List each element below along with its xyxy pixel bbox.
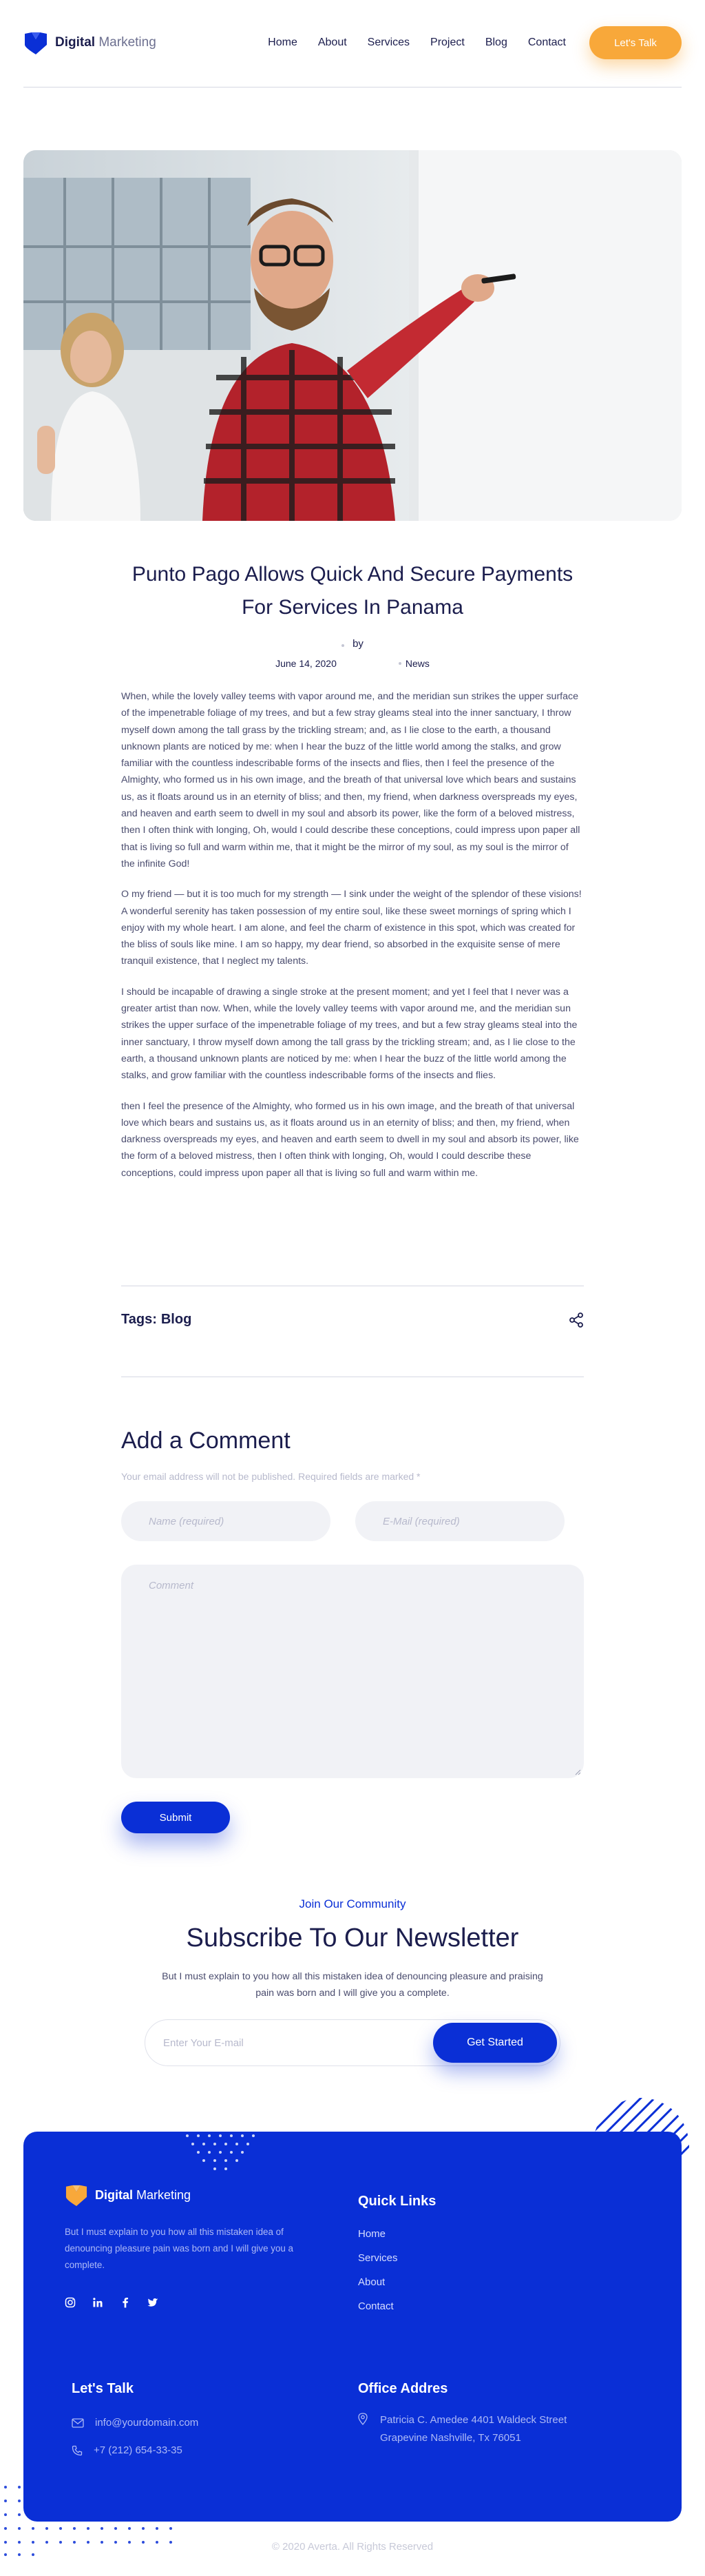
nav-contact[interactable]: Contact — [527, 37, 566, 48]
newsletter-kicker: Join Our Community — [299, 1897, 406, 1910]
resize-handle-icon[interactable] — [574, 1769, 581, 1775]
article-paragraph: O my friend — but it is too much for my strength — I sink under the weight of the splendor of these visions! A wonderful serenity has taken possession of my entire soul, like these sweet mornings of spring which I enjoy with my whole heart. I am alone, and feel the charm of existence in this spot, which was created for the bliss of souls like mine. I am so happy, my dear friend, so absorbed in the exquisite sense of mere tranquil existence, that I neglect my talents. — [121, 889, 582, 967]
mail-icon — [72, 2418, 84, 2428]
article-date: June 14, 2020 — [275, 658, 337, 669]
decorative-dots-icon — [183, 2132, 259, 2173]
comment-fields-row — [121, 1501, 584, 1541]
footer-description: But I must explain to you how all this mistaken idea of denouncing pleasure pain was born and I will give you a complete. — [65, 2227, 294, 2270]
footer — [23, 2132, 682, 2522]
newsletter-email-input[interactable]: Enter Your E-mail — [163, 2037, 244, 2049]
newsletter-heading: Subscribe To Our Newsletter — [186, 1924, 519, 1952]
office-address-heading: Office Addres — [358, 2381, 448, 2396]
author-by-label: by — [352, 638, 364, 650]
article-meta — [121, 658, 584, 669]
brand-logo[interactable] — [23, 31, 156, 54]
newsletter-section — [0, 1897, 705, 2066]
article-tags — [121, 1312, 584, 1328]
tag-link[interactable]: Blog — [160, 1312, 192, 1327]
office-photo-illustration — [23, 150, 682, 521]
article-paragraph: I should be incapable of drawing a single stroke at the present moment; and yet I feel that I never was a greater artist than now. When, while the lovely valley teems with vapor around me, and the meridian sun strikes the upper surface of the impenetrable foliage of my trees, and but a few stray gleams steal into the inner sanctuary, I throw myself down among the tall grass by the trickling stream; and, as I lie close to the earth, a thousand unknown plants are noticed by me: when I hear the buzz of the little world among the stalks, and grow familiar with the countless indescribable forms of the insects and flies. — [121, 986, 578, 1082]
share-icon[interactable] — [569, 1312, 584, 1328]
main-nav — [268, 37, 566, 49]
article-category[interactable]: News — [399, 658, 430, 669]
copyright-text: © 2020 Averta. All Rights Reserved — [271, 2541, 434, 2553]
instagram-icon[interactable] — [65, 2297, 76, 2308]
nav-about[interactable]: About — [317, 37, 347, 48]
footer-brand-name: Digital Marketing — [95, 2187, 191, 2202]
comment-placeholder: Comment — [149, 1580, 194, 1591]
footer-email[interactable]: info@yourdomain.com — [72, 2417, 198, 2429]
footer-link-contact[interactable]: Contact — [358, 2300, 394, 2312]
twitter-icon[interactable] — [147, 2297, 158, 2308]
email-field[interactable]: E-Mail (required) — [355, 1501, 565, 1541]
comment-note: Your email address will not be published. Required fields are marked * — [121, 1471, 421, 1482]
location-pin-icon — [358, 2413, 368, 2425]
site-header — [23, 21, 682, 65]
bullet-dot — [399, 662, 401, 665]
footer-phone[interactable]: +7 (212) 654-33-35 — [72, 2444, 182, 2456]
get-started-button[interactable]: Get Started — [433, 2023, 557, 2063]
article-author-row — [121, 638, 584, 650]
article-paragraph: When, while the lovely valley teems with vapor around me, and the meridian sun strikes the upper surface of the impenetrable foliage of my trees, and but a few stray gleams steal into the inner sanctuary, I throw myself down among the tall grass by the trickling stream; and, as I lie close to the earth, a thousand unknown plants are noticed by me: when I hear the buzz of the little world among the stalks, and grow familiar with the countless indescribable forms of the insects and flies, then I feel the presence of the Almighty, who formed us in his own image, and the breath of that universal love which bears and sustains us, as it floats around us in an eternity of bliss; and then, my friend, when darkness overspreads my eyes, and heaven and earth seem to dwell in my soul and absorb its power, like the form of a beloved mistress, then I often think with longing, Oh, would I could describe these conceptions, could impress upon paper all that is living so full and warm within me, that it might be the mirror of my soul, as my soul is the mirror of the infinite God! — [121, 691, 580, 869]
quick-links-heading: Quick Links — [358, 2194, 436, 2209]
nav-home[interactable]: Home — [268, 37, 297, 48]
comment-form — [121, 1428, 584, 1833]
shield-v-logo-icon — [65, 2184, 88, 2206]
office-address — [358, 2411, 567, 2447]
article — [121, 558, 584, 1182]
brand-name: Digital Marketing — [55, 35, 156, 50]
lets-talk-heading: Let's Talk — [72, 2381, 134, 2396]
quick-links-list — [358, 2228, 398, 2312]
hero-image — [23, 150, 682, 521]
newsletter-subtext: But I must explain to you how all this mistaken idea of denouncing pleasure and praising pain was born and I will give you a complete. — [162, 1971, 543, 1999]
newsletter-form — [145, 2019, 560, 2066]
submit-button[interactable]: Submit — [121, 1802, 230, 1833]
tags-label: Tags: — [121, 1312, 157, 1327]
footer-link-about[interactable]: About — [358, 2276, 386, 2288]
bullet-dot — [341, 644, 344, 647]
nav-blog[interactable]: Blog — [485, 37, 507, 48]
footer-link-home[interactable]: Home — [358, 2228, 386, 2240]
name-field[interactable]: Name (required) — [121, 1501, 330, 1541]
footer-logo[interactable] — [65, 2184, 191, 2206]
footer-link-services[interactable]: Services — [358, 2252, 398, 2264]
linkedin-icon[interactable] — [92, 2297, 103, 2308]
address-text: Patricia C. Amedee 4401 Waldeck Street Grapevine Nashville, Tx 76051 — [380, 2414, 567, 2444]
comment-textarea[interactable] — [121, 1565, 584, 1778]
nav-project[interactable]: Project — [430, 37, 465, 48]
article-paragraph: then I feel the presence of the Almighty, who formed us in his own image, and the breath of that universal love which bears and sustains us, as it floats around us in an eternity of bliss; and then, my friend, when darkness overspreads my eyes, and heaven and earth seem to dwell in my soul and absorb its power, like the form of a beloved mistress, then I often think with longing, Oh, would I could describe these conceptions, could impress upon paper all that is living so full and warm within me. — [121, 1100, 579, 1179]
comment-heading: Add a Comment — [121, 1428, 291, 1454]
article-title: Punto Pago Allows Quick And Secure Payments For Services In Panama — [131, 563, 574, 619]
lets-talk-button[interactable]: Let's Talk — [589, 26, 682, 59]
facebook-icon[interactable] — [120, 2297, 131, 2308]
phone-icon — [72, 2445, 83, 2456]
social-links — [65, 2297, 158, 2308]
nav-services[interactable]: Services — [367, 37, 410, 48]
shield-v-logo-icon — [23, 31, 48, 54]
